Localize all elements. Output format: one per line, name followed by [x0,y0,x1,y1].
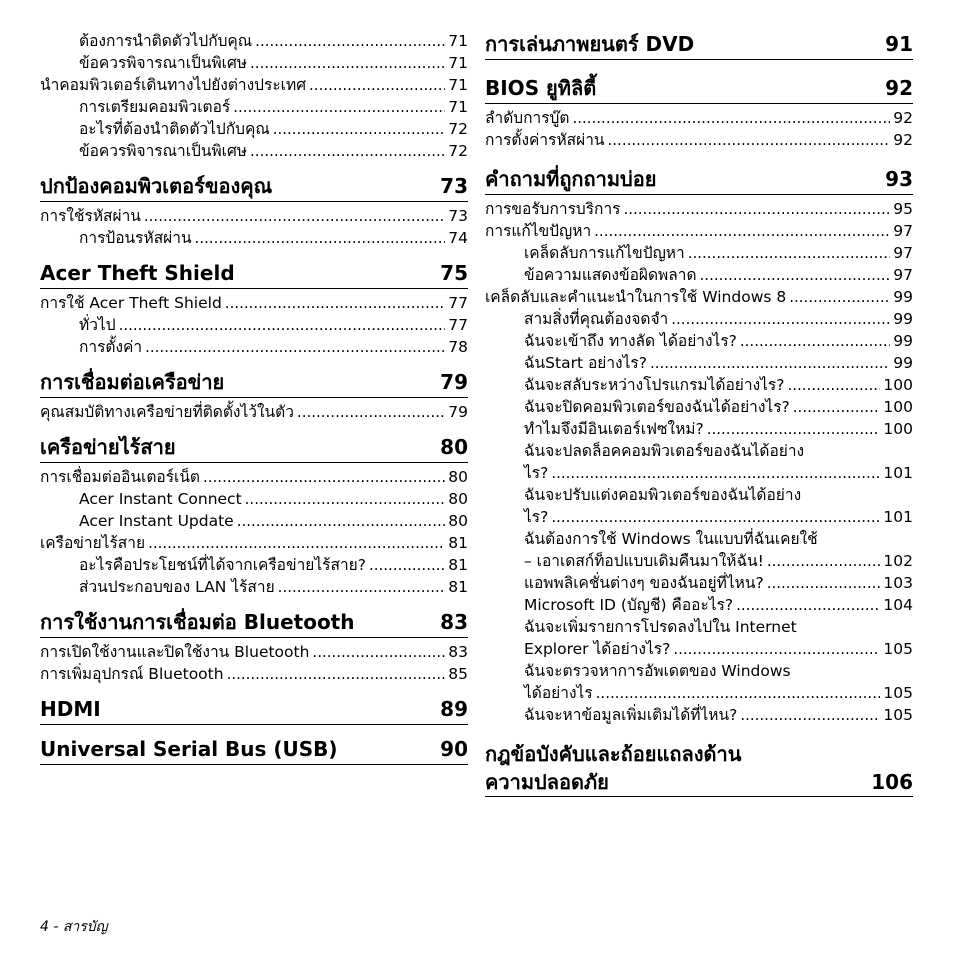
section-title: การเชื่อมต่อเครือข่าย [40,370,225,394]
leader-dots [551,506,880,528]
leader-dots [736,594,880,616]
section-title: การใช้งานการเชื่อมต่อ Bluetooth [40,610,355,634]
toc-entry[interactable] [485,528,913,572]
section-page: 91 [885,32,913,56]
toc-entry[interactable] [40,554,468,576]
toc-entry-page: 73 [448,207,468,225]
leader-dots [250,52,445,74]
leader-dots [245,488,445,510]
leader-dots [594,220,890,242]
toc-entry[interactable] [485,396,913,418]
toc-entry-title-line1: ฉันต้องการใช้ Windows ในแบบที่ฉันเคยใช้ [524,530,818,548]
toc-entry-title: อะไรคือประโยชน์ที่ได้จากเครือข่ายไร้สาย? [79,556,366,574]
toc-entry-page: 80 [448,490,468,508]
toc-entry-title: ข้อควรพิจารณาเป็นพิเศษ [79,142,248,160]
toc-entry-page: 100 [883,420,913,438]
toc-entry-page: 92 [893,109,913,127]
toc-entry-title: เคล็ดลับและคำแนะนำในการใช้ Windows 8 [485,288,787,306]
toc-section-heading[interactable] [40,172,468,202]
toc-entry[interactable] [40,30,468,52]
toc-section-heading[interactable] [40,735,468,765]
toc-entry-title: คุณสมบัติทางเครือข่ายที่ติดตั้งไว้ในตัว [40,403,294,421]
toc-entry-title: ฉันจะสลับระหว่างโปรแกรมได้อย่างไร? [524,376,785,394]
toc-entry-title: นำคอมพิวเตอร์เดินทางไปยังต่างประเทศ [40,76,307,94]
toc-entry-title: ทำไมจึงมีอินเตอร์เฟซใหม่? [524,420,704,438]
toc-entry-title: ข้อความแสดงข้อผิดพลาด [524,266,697,284]
leader-dots [309,74,445,96]
toc-entry-page: 103 [883,574,913,592]
leader-dots [608,129,890,151]
toc-entry-title: Explorer ได้อย่างไร? [524,640,671,658]
section-page: 89 [440,697,468,721]
toc-entry-page: 101 [883,464,913,482]
toc-entry[interactable] [40,227,468,249]
toc-entry-title: Acer Instant Connect [79,490,242,508]
section-title-line2: ความปลอดภัย [485,770,609,794]
toc-entry-title: ไร? [524,464,549,482]
leader-dots [700,264,890,286]
toc-entry[interactable] [485,704,913,726]
leader-dots [297,401,445,423]
toc-entry[interactable] [40,74,468,96]
section-title: HDMI [40,697,101,721]
leader-dots [369,554,445,576]
leader-dots [740,330,890,352]
toc-entry-page: 101 [883,508,913,526]
toc-entry-title: ฉันจะปิดคอมพิวเตอร์ของฉันได้อย่างไร? [524,398,790,416]
leader-dots [225,292,445,314]
toc-entry[interactable] [40,314,468,336]
toc-entry-page: 78 [448,338,468,356]
toc-entry-page: 105 [883,684,913,702]
toc-entry[interactable] [485,572,913,594]
toc-section-heading[interactable] [40,433,468,463]
toc-entry[interactable] [40,292,468,314]
toc-entry[interactable] [40,205,468,227]
toc-entry-title: ฉันจะหาข้อมูลเพิ่มเติมได้ที่ไหน? [524,706,738,724]
toc-entry[interactable] [485,440,913,484]
toc-entry-page: 99 [893,354,913,372]
section-title: การเล่นภาพยนตร์ DVD [485,32,695,56]
toc-entry[interactable] [40,663,468,685]
toc-entry[interactable] [485,242,913,264]
toc-entry-page: 71 [448,98,468,116]
toc-entry[interactable] [485,129,913,151]
toc-entry[interactable] [485,352,913,374]
toc-entry[interactable] [485,374,913,396]
section-title: BIOS ยูทิลิตี้ [485,76,597,100]
toc-entry-title: ฉันจะเข้าถึง ทางลัด ได้อย่างไร? [524,332,737,350]
section-title: คำถามที่ถูกถามบ่อย [485,167,657,191]
toc-entry-page: 97 [893,222,913,240]
section-title: Universal Serial Bus (USB) [40,737,338,761]
leader-dots [740,704,880,726]
leader-dots [250,140,445,162]
leader-dots [623,198,890,220]
toc-entry-title: การตั้งค่ารหัสผ่าน [485,131,605,149]
toc-entry-title: ไร? [524,508,549,526]
leader-dots [144,205,445,227]
leader-dots [203,466,445,488]
toc-section-heading[interactable] [485,30,913,60]
section-page: 92 [885,76,913,100]
toc-entry-page: 81 [448,534,468,552]
toc-entry[interactable] [485,286,913,308]
toc-entry-page: 92 [893,131,913,149]
toc-entry-page: 99 [893,310,913,328]
toc-block-continued [40,30,468,162]
toc-entry-title-line1: ฉันจะปลดล็อคคอมพิวเตอร์ของฉันได้อย่าง [524,442,805,460]
leader-dots [767,572,881,594]
toc-entry-page: 79 [448,403,468,421]
toc-entry-title: การใช้ Acer Theft Shield [40,294,222,312]
leader-dots [233,96,445,118]
toc-entry-page: 99 [893,288,913,306]
toc-entry[interactable] [485,660,913,704]
toc-entry-page: 105 [883,706,913,724]
toc-entry-title: การตั้งค่า [79,338,143,356]
toc-entry[interactable] [485,198,913,220]
leader-dots [227,663,445,685]
toc-entry-title: ทั่วไป [79,316,116,334]
toc-entry[interactable] [485,616,913,660]
toc-entry-page: 104 [883,596,913,614]
toc-entry[interactable] [485,418,913,440]
leader-dots [278,576,445,598]
toc-entry-title: ส่วนประกอบของ LAN ไร้สาย [79,578,275,596]
toc-entry-title: เครือข่ายไร้สาย [40,534,146,552]
toc-entry[interactable] [40,466,468,488]
toc-entry-title: การเชื่อมต่ออินเตอร์เน็ต [40,468,200,486]
toc-entry[interactable] [485,264,913,286]
toc-entry-page: 97 [893,244,913,262]
toc-entry[interactable] [40,96,468,118]
leader-dots [255,30,445,52]
toc-entry-page: 83 [448,643,468,661]
toc-entry-title: การเตรียมคอมพิวเตอร์ [79,98,231,116]
toc-entry-title: – เอาเดสก์ท็อปแบบเดิมคืนมาให้ฉัน! [524,552,764,570]
toc-entry-page: 102 [883,552,913,570]
toc-entry-title-line1: ฉันจะเพิ่มรายการโปรดลงไปใน Internet [524,618,797,636]
toc-entry-page: 85 [448,665,468,683]
leader-dots [673,638,880,660]
toc-entry-page: 80 [448,468,468,486]
toc-entry[interactable] [485,107,913,129]
toc-entry-page: 77 [448,294,468,312]
leader-dots [148,532,445,554]
toc-entry[interactable] [40,532,468,554]
section-page: 80 [440,435,468,459]
toc-entry[interactable] [485,484,913,528]
leader-dots [273,118,445,140]
leader-dots [312,641,445,663]
toc-entry-page: 81 [448,556,468,574]
leader-dots [789,286,890,308]
leader-dots [671,308,890,330]
leader-dots [688,242,890,264]
toc-entry[interactable] [40,52,468,74]
section-page: 90 [440,737,468,761]
toc-entry-page: 100 [883,398,913,416]
leader-dots [650,352,890,374]
toc-entry-page: 100 [883,376,913,394]
toc-entry-page: 72 [448,120,468,138]
toc-entry-title: ฉันStart อย่างไร? [524,354,647,372]
toc-section-heading[interactable] [40,259,468,289]
toc-entry-title: ข้อควรพิจารณาเป็นพิเศษ [79,54,248,72]
toc-entry-title: ลำดับการบู๊ต [485,109,570,127]
toc-entry[interactable] [485,594,913,616]
toc-section-heading[interactable] [485,165,913,195]
toc-entry[interactable] [40,118,468,140]
section-page: 75 [440,261,468,285]
section-title: ปกป้องคอมพิวเตอร์ของคุณ [40,174,273,198]
leader-dots [237,510,445,532]
toc-entry[interactable] [485,308,913,330]
toc-entry-title: การแก้ไขปัญหา [485,222,592,240]
toc-entry-title: การเปิดใช้งานและปิดใช้งาน Bluetooth [40,643,310,661]
toc-entry-title: Acer Instant Update [79,512,234,530]
toc-entry-title: แอพพลิเคชั่นต่างๆ ของฉันอยู่ที่ไหน? [524,574,764,592]
toc-section-heading[interactable] [485,74,913,104]
toc-entry-page: 99 [893,332,913,350]
toc-entry-title: อะไรที่ต้องนำติดตัวไปกับคุณ [79,120,270,138]
section-page: 106 [871,770,913,794]
toc-entry-page: 80 [448,512,468,530]
leader-dots [551,462,880,484]
toc-entry-title: การขอรับการบริการ [485,200,621,218]
toc-entry[interactable] [485,330,913,352]
toc-entry-title: ได้อย่างไร [524,684,593,702]
toc-entry-page: 71 [448,32,468,50]
toc-entry-page: 95 [893,200,913,218]
toc-entry-page: 71 [448,76,468,94]
toc-entry-page: 81 [448,578,468,596]
toc-entry[interactable] [40,576,468,598]
leader-dots [767,550,881,572]
toc-entry-title-line1: ฉันจะปรับแต่งคอมพิวเตอร์ของฉันได้อย่าง [524,486,802,504]
toc-entry-title: Microsoft ID (บัญชี) คืออะไร? [524,596,734,614]
section-page: 79 [440,370,468,394]
section-page: 93 [885,167,913,191]
section-title: Acer Theft Shield [40,261,235,285]
toc-entry-title: สามสิ่งที่คุณต้องจดจำ [524,310,669,328]
toc-section-heading[interactable] [40,608,468,638]
section-page: 83 [440,610,468,634]
leader-dots [572,107,890,129]
toc-entry-title: การป้อนรหัสผ่าน [79,229,192,247]
toc-entry-page: 74 [448,229,468,247]
leader-dots [707,418,881,440]
leader-dots [195,227,445,249]
toc-section-heading[interactable] [40,695,468,725]
toc-entry[interactable] [40,641,468,663]
section-page: 73 [440,174,468,198]
toc-right-column [485,30,913,797]
section-title-line1: กฎข้อบังคับและถ้อยแถลงด้าน [485,742,742,766]
toc-entry[interactable] [485,220,913,242]
page-footer: 4 - สารบัญ [40,919,108,935]
leader-dots [145,336,445,358]
toc-entry-page: 105 [883,640,913,658]
toc-entry-title: การเพิ่มอุปกรณ์ Bluetooth [40,665,224,683]
toc-entry[interactable] [40,488,468,510]
toc-entry-title: เคล็ดลับการแก้ไขปัญหา [524,244,685,262]
toc-entry-title: การใช้รหัสผ่าน [40,207,141,225]
toc-section-heading[interactable] [485,740,913,797]
leader-dots [596,682,881,704]
toc-left-column [40,30,468,768]
toc-entry[interactable] [40,140,468,162]
toc-entry[interactable] [40,336,468,358]
toc-section-heading[interactable] [40,368,468,398]
toc-entry-title-line1: ฉันจะตรวจหาการอัพเดตของ Windows [524,662,791,680]
toc-entry[interactable] [40,510,468,532]
leader-dots [787,374,880,396]
toc-entry-page: 77 [448,316,468,334]
toc-entry-page: 97 [893,266,913,284]
toc-entry-page: 71 [448,54,468,72]
toc-entry-page: 72 [448,142,468,160]
section-title: เครือข่ายไร้สาย [40,435,176,459]
toc-entry-title: ต้องการนำติดตัวไปกับคุณ [79,32,253,50]
leader-dots [793,396,881,418]
toc-entry[interactable] [40,401,468,423]
leader-dots [119,314,445,336]
